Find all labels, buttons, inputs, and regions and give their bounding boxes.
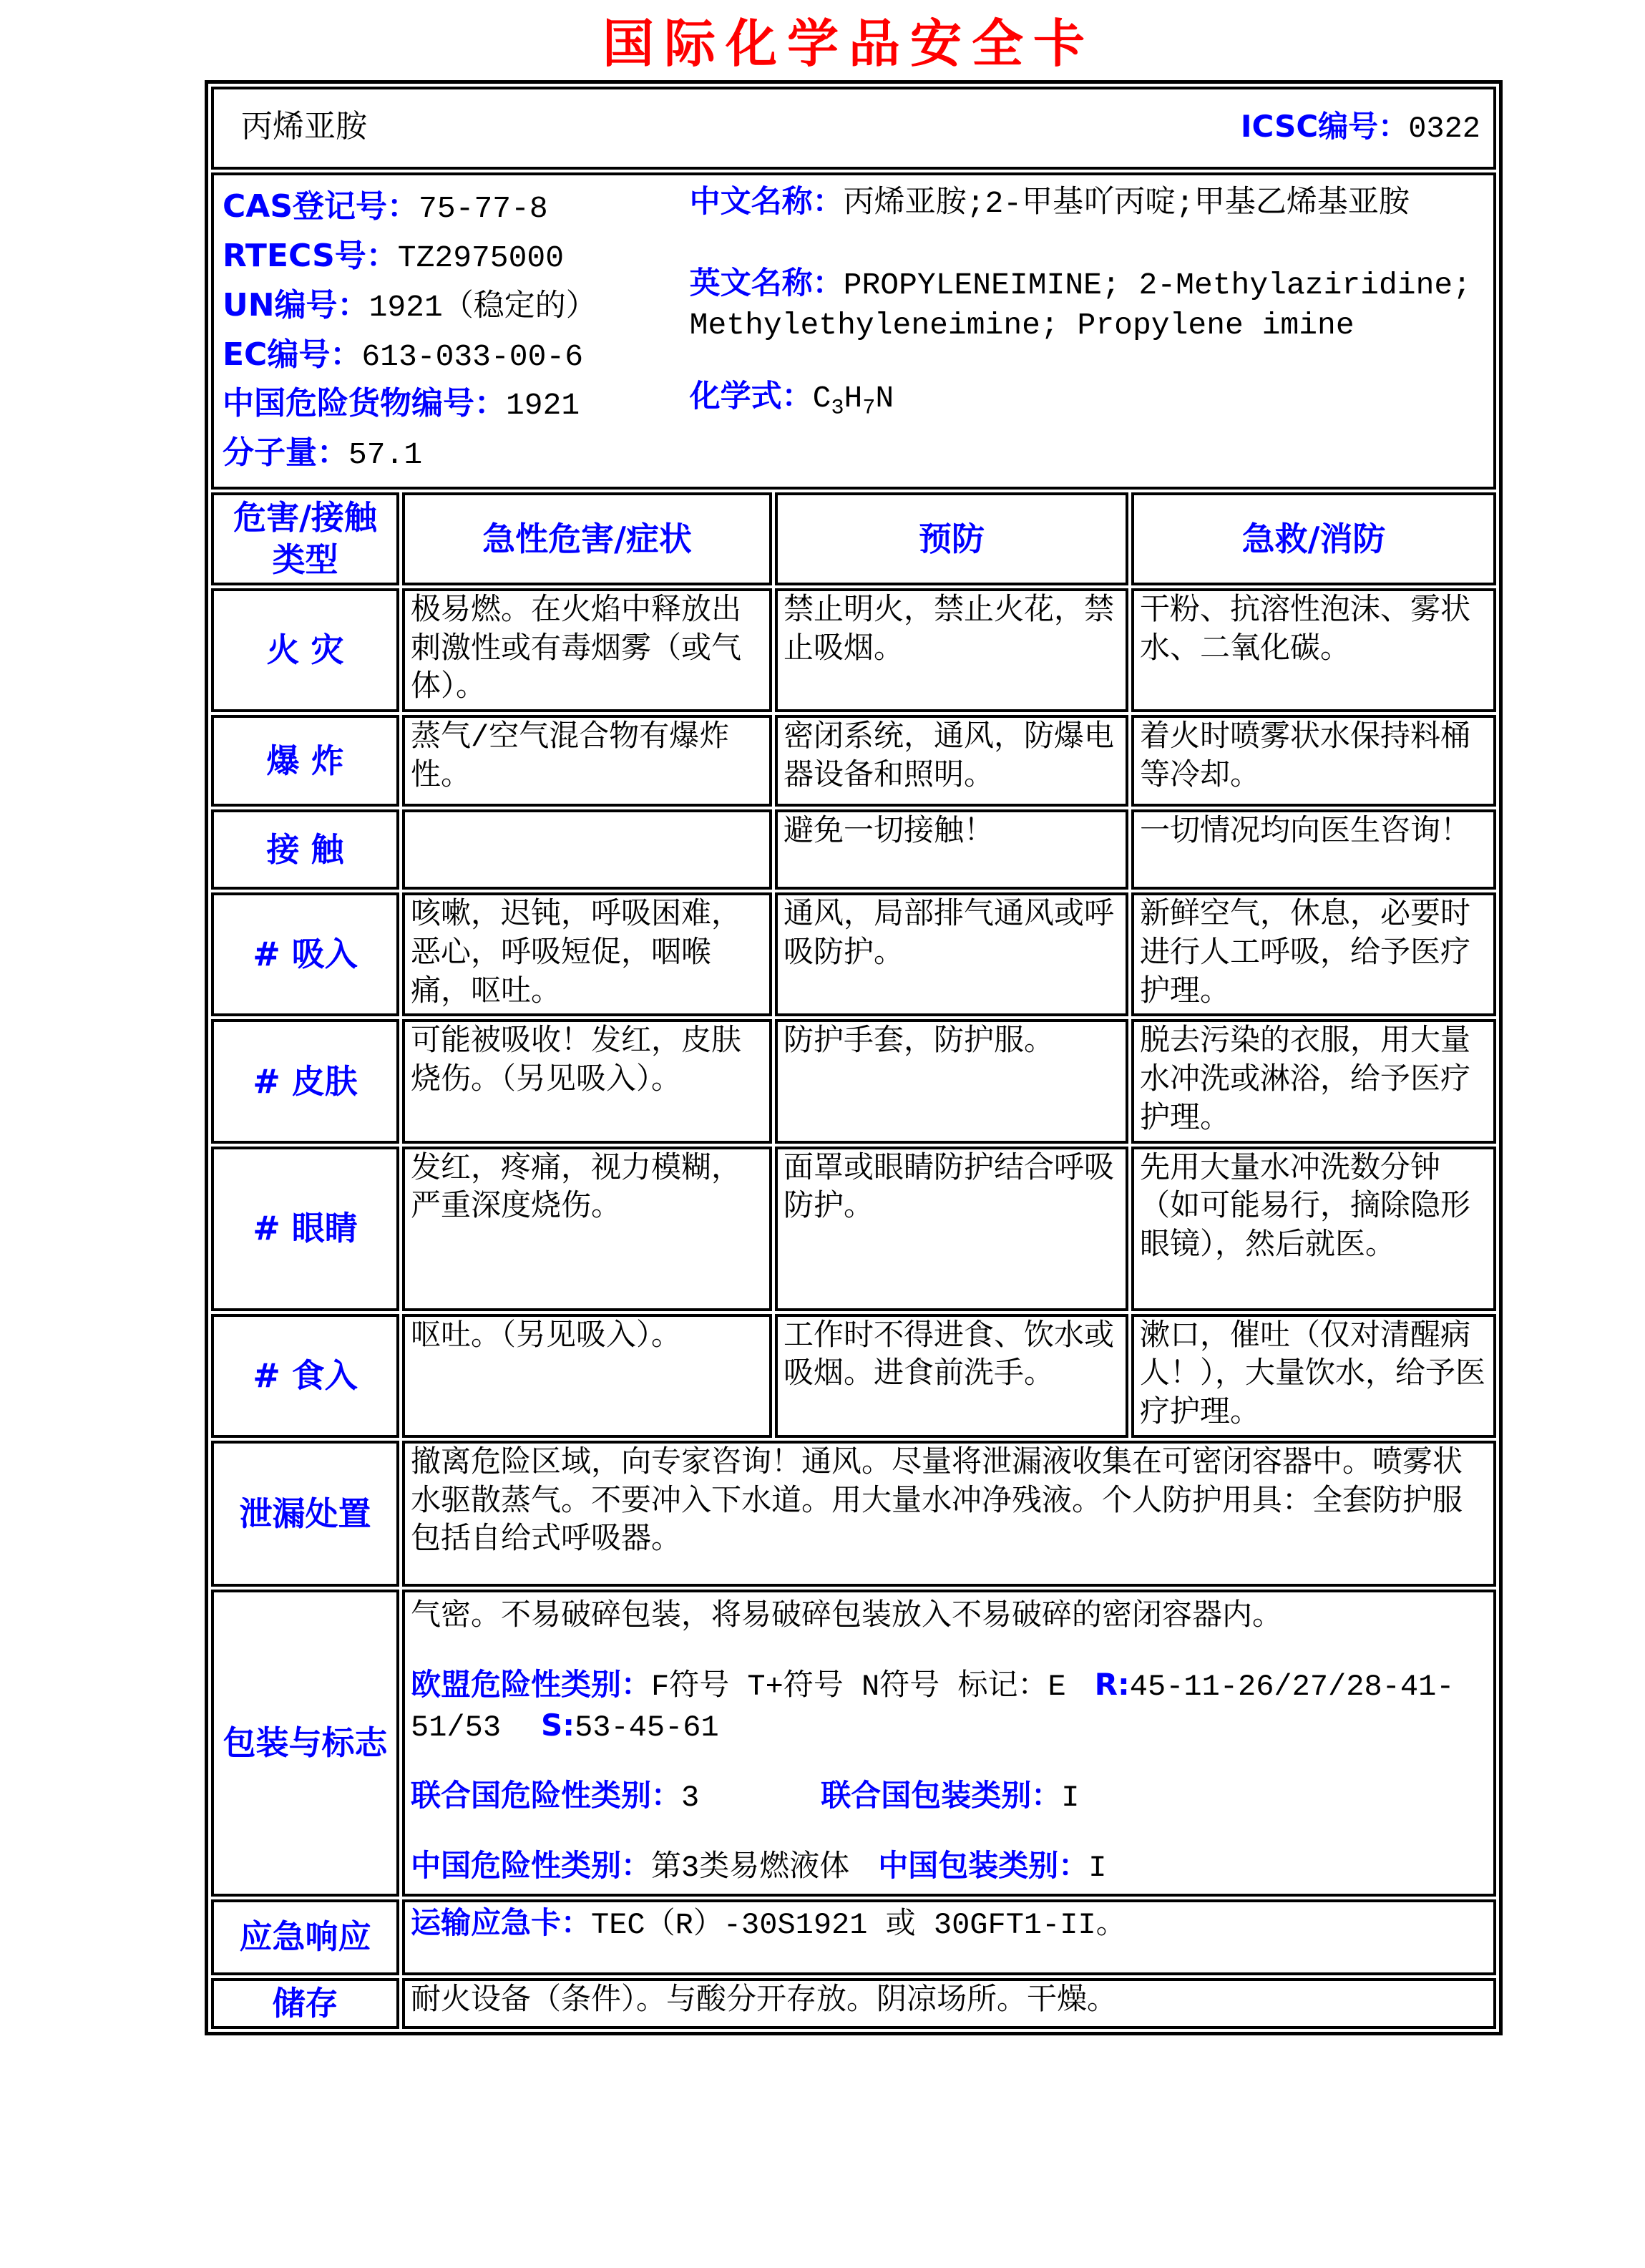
eyes-prevention: 面罩或眼睛防护结合呼吸防护。 xyxy=(775,1147,1128,1311)
page-title: 国际化学品安全卡 xyxy=(602,14,1095,74)
hazard-row-inhalation xyxy=(211,892,1496,1016)
inhalation-prevention: 通风，局部排气通风或呼吸防护。 xyxy=(775,892,1128,1016)
header-prevention: 预防 xyxy=(775,492,1128,585)
name-row xyxy=(211,87,1496,170)
hazard-type-inhalation: # 吸入 xyxy=(211,892,399,1016)
storage-text: 耐火设备（条件）。与酸分开存放。阴凉场所。干燥。 xyxy=(402,1978,1496,2029)
hazard-row-ingestion xyxy=(211,1314,1496,1438)
contact-prevention: 避免一切接触！ xyxy=(775,809,1128,890)
hazard-row-explosion xyxy=(211,715,1496,807)
spill-text: 撤离危险区域，向专家咨询！通风。尽量将泄漏液收集在可密闭容器中。喷雾状水驱散蒸气。不要冲入下水道。用大量水冲净残液。个人防护用具：全套防护服包括自给式呼吸器。 xyxy=(402,1441,1496,1587)
hazard-row-contact xyxy=(211,809,1496,890)
contact-symptoms xyxy=(402,809,772,890)
fire-first-aid: 干粉、抗溶性泡沫、雾状水、二氧化碳。 xyxy=(1131,588,1496,712)
storage-row xyxy=(211,1978,1496,2029)
emergency-label: 应急响应 xyxy=(211,1899,399,1975)
spill-row xyxy=(211,1441,1496,1587)
english-names: 英文名称：PROPYLENEIMINE; 2-Methylaziridine; Methylethyleneimine; Propylene imine xyxy=(689,266,1472,344)
hazard-type-skin: # 皮肤 xyxy=(211,1019,399,1143)
identifier-cn-dg: 中国危险货物编号：1921 xyxy=(223,385,580,424)
storage-label: 储存 xyxy=(211,1978,399,2029)
fire-symptoms: 极易燃。在火焰中释放出刺激性或有毒烟雾（或气体）。 xyxy=(402,588,772,712)
eyes-symptoms: 发红，疼痛，视力模糊，严重深度烧伤。 xyxy=(402,1147,772,1311)
icsc-value: 0322 xyxy=(1408,112,1481,147)
skin-prevention: 防护手套，防护服。 xyxy=(775,1019,1128,1143)
hazard-header-row xyxy=(211,492,1496,585)
identifier-cas: CAS登记号：75-77-8 xyxy=(223,188,548,227)
spill-label: 泄漏处置 xyxy=(211,1441,399,1587)
hazard-type-explosion: 爆 炸 xyxy=(211,715,399,807)
packaging-row xyxy=(211,1590,1496,1897)
chemical-formula: 化学式：$C_3H_7N$ xyxy=(689,379,894,421)
contact-first-aid: 一切情况均向医生咨询！ xyxy=(1131,809,1496,890)
explosion-symptoms: 蒸气/空气混合物有爆炸性。 xyxy=(402,715,772,807)
ingestion-prevention: 工作时不得进食、饮水或吸烟。进食前洗手。 xyxy=(775,1314,1128,1438)
chemical-name: 丙烯亚胺 xyxy=(241,111,367,147)
packaging-line-cn: 中国危险性类别：第3类易燃液体 中国包装类别：I xyxy=(411,1847,1107,1885)
chinese-names: 中文名称：丙烯亚胺;2-甲基吖丙啶;甲基乙烯基亚胺 xyxy=(689,184,1410,222)
skin-symptoms: 可能被吸收！发红，皮肤烧伤。（另见吸入）。 xyxy=(402,1019,772,1143)
identifier-rtecs: RTECS号：TZ2975000 xyxy=(223,238,565,276)
hazard-row-skin xyxy=(211,1019,1496,1143)
transport-card-label: 运输应急卡： xyxy=(411,1904,592,1940)
packaging-content xyxy=(402,1590,1496,1897)
hazard-type-contact: 接 触 xyxy=(211,809,399,890)
hazard-row-fire xyxy=(211,588,1496,712)
emergency-row xyxy=(211,1899,1496,1975)
packaging-label: 包装与标志 xyxy=(211,1590,399,1897)
hazard-row-eyes xyxy=(211,1147,1496,1311)
packaging-line-eu: 欧盟危险性类别：F符号 T+符号 N符号 标记：E R:45-11-26/27/28-41-51/53 S:53-45-61 xyxy=(411,1666,1455,1746)
names-block xyxy=(690,182,1485,480)
identifier-mw: 分子量：57.1 xyxy=(223,434,423,473)
skin-first-aid: 脱去污染的衣服，用大量水冲洗或淋浴，给予医疗护理。 xyxy=(1131,1019,1496,1143)
header-symptoms: 急性危害/症状 xyxy=(402,492,772,585)
explosion-first-aid: 着火时喷雾状水保持料桶等冷却。 xyxy=(1131,715,1496,807)
identifier-un: UN编号：1921（稳定的） xyxy=(223,286,597,325)
header-first-aid: 急救/消防 xyxy=(1131,492,1496,585)
identifiers-row xyxy=(211,172,1496,490)
inhalation-first-aid: 新鲜空气，休息，必要时进行人工呼吸，给予医疗护理。 xyxy=(1131,892,1496,1016)
header-hazard-type: 危害/接触类型 xyxy=(211,492,399,585)
icsc-label: ICSC编号： xyxy=(1240,109,1409,145)
explosion-prevention: 密闭系统，通风，防爆电器设备和照明。 xyxy=(775,715,1128,807)
transport-card-value: TEC（R）-30S1921 或 30GFT1-II。 xyxy=(591,1907,1126,1942)
eyes-first-aid: 先用大量水冲洗数分钟（如可能易行，摘除隐形眼镜），然后就医。 xyxy=(1131,1147,1496,1311)
emergency-content xyxy=(402,1899,1496,1975)
inhalation-symptoms: 咳嗽，迟钝，呼吸困难，恶心，呼吸短促，咽喉痛，呕吐。 xyxy=(402,892,772,1016)
packaging-line-general: 气密。不易破碎包装，将易破碎包装放入不易破碎的密闭容器内。 xyxy=(411,1599,1283,1634)
hazard-type-eyes: # 眼睛 xyxy=(211,1147,399,1311)
hazard-type-fire: 火 灾 xyxy=(211,588,399,712)
ingestion-first-aid: 漱口，催吐（仅对清醒病人！），大量饮水，给予医疗护理。 xyxy=(1131,1314,1496,1438)
safety-card-table xyxy=(205,80,1503,2035)
icsc-page xyxy=(205,0,1493,2035)
fire-prevention: 禁止明火，禁止火花，禁止吸烟。 xyxy=(775,588,1128,712)
identifier-list xyxy=(223,182,690,480)
ingestion-symptoms: 呕吐。（另见吸入）。 xyxy=(402,1314,772,1438)
icsc-number xyxy=(1241,107,1480,149)
identifier-ec: EC编号：613-033-00-6 xyxy=(223,336,584,374)
packaging-line-un: 联合国危险性类别：3 联合国包装类别：I xyxy=(411,1778,1080,1816)
hazard-type-ingestion: # 食入 xyxy=(211,1314,399,1438)
